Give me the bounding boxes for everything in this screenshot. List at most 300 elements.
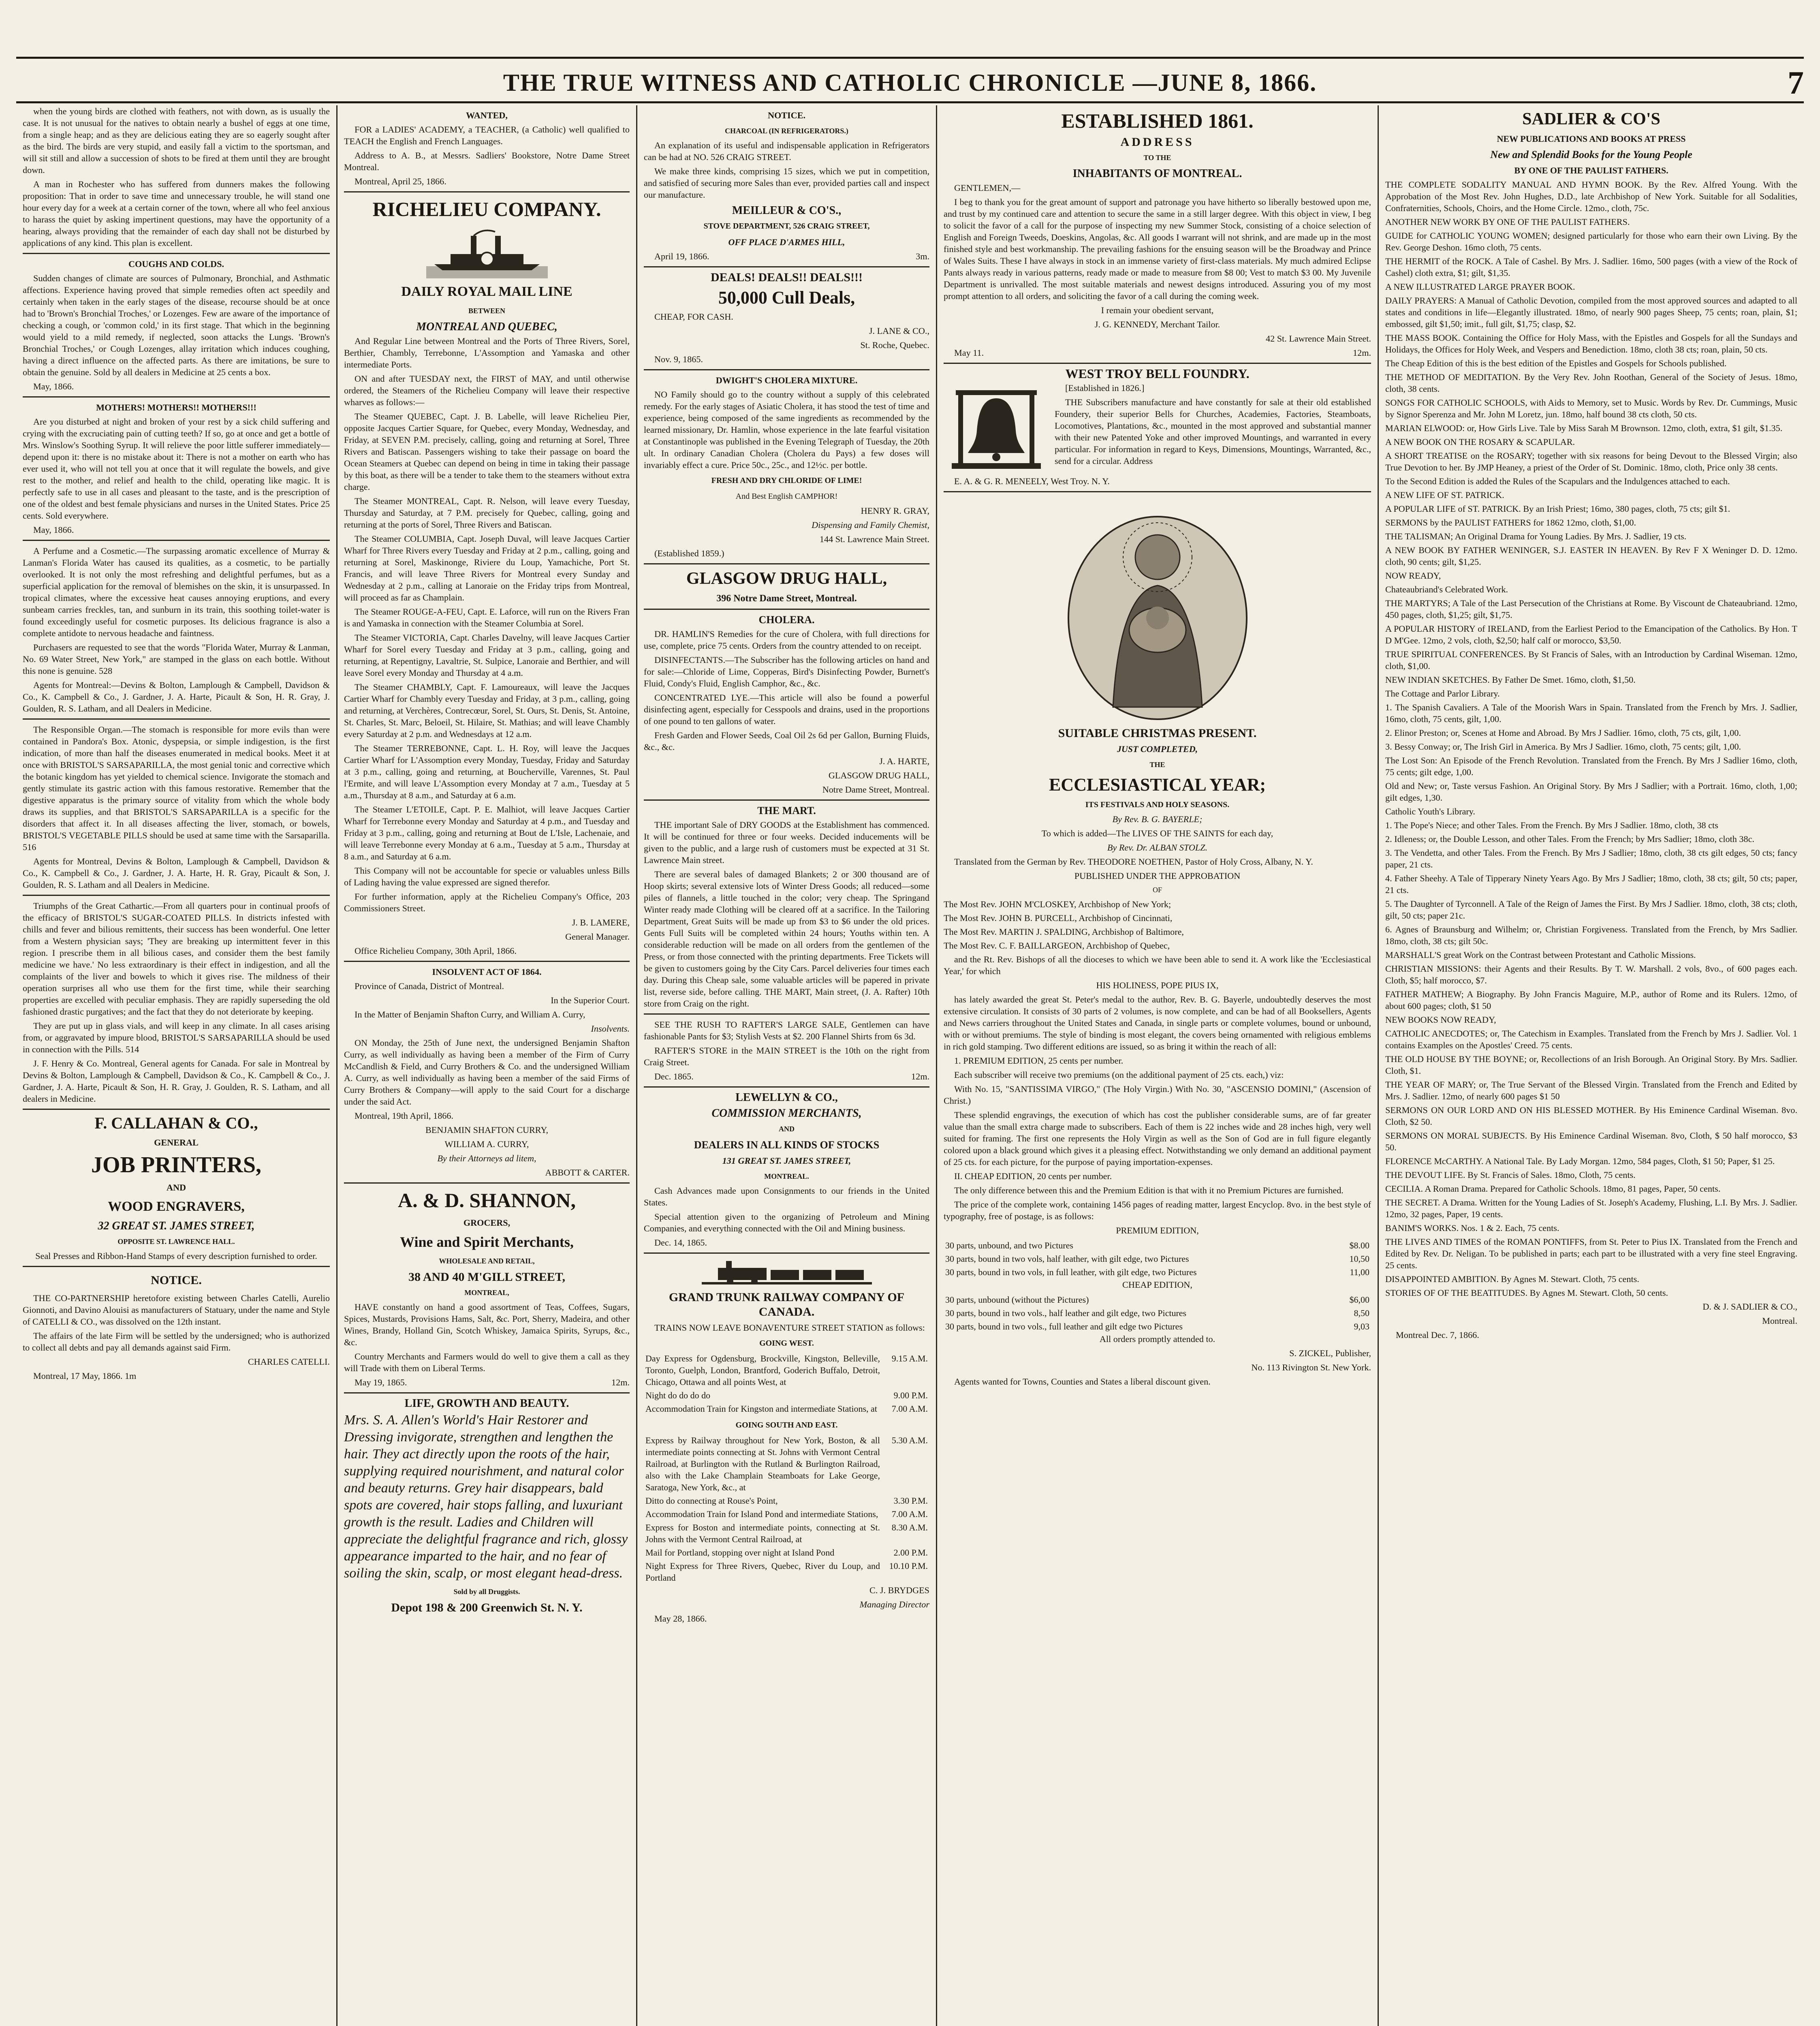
coughs-date: May, 1866. — [33, 381, 74, 391]
sadlier-by: BY ONE OF THE PAULIST FATHERS. — [1514, 165, 1668, 175]
book-listing: THE METHOD OF MEDITATION. By the Very Rev. John Roothan, General of the Society of Jesus. 18mo, cloth, 38 cents. — [1385, 372, 1797, 394]
row-description: 30 parts, bound in two vols., half leather and gilt edge, two Pictures — [945, 1308, 1187, 1318]
book-listing: A POPULAR LIFE of ST. PATRICK. By an Irish Priest; 16mo, 380 pages, cloth, 75 cts; gilt $1. — [1385, 504, 1730, 514]
added-lives: To which is added—The LIVES OF THE SAINTS for each day, — [1041, 828, 1273, 838]
approvers-of: OF — [1152, 886, 1162, 894]
allen-body: Mrs. S. A. Allen's World's Hair Restorer and Dressing invigorate, strengthen and lengthen the hair. They act directly upon the roots of the hair, supplying required nourishment, and natural color and beauty returns. Grey hair disappears, bald spots are covered, hair stops falling, and luxuriant growth is the result. Ladies and Children will appreciate the delightful fragrance and rich, glossy appearance imparted to the hair, and no fear of soiling the skin, scalp, or most elegant head-dress. — [344, 1413, 628, 1581]
meilleur-term: 3m. — [916, 251, 929, 261]
between-label: BETWEEN — [468, 307, 506, 315]
column-3 — [636, 105, 936, 2026]
article-dunners: A man in Rochester who has suffered from dunners makes the following proposition: That in order to save time and unnecessary trouble, he will stand one hour every day for a week at a certain corner of the town, where all who feel anxious to harass the quiet by asking impertinent questions, may have the opportunity of a hearing, always providing that the remainder of each day shall not be disturbed by applications of any kind. This plan is excellent. — [23, 179, 330, 248]
fresh-lime: FRESH AND DRY CHLORIDE OF LIME! — [711, 476, 862, 485]
row-value: 10.10 P.M. — [889, 1561, 928, 1571]
triumphs-agents: J. F. Henry & Co. Montreal, General agents for Canada. For sale in Montreal by Devins & Bolton, Lamplough & Campbell, Davidson & Co., K. Campbell & Co., J. Gardner, J. A. Harte, Picault & Son, H. R. Gray, J. Goulden, R. S. Latham, and all dealers in Medicine. — [23, 1058, 330, 1104]
shannon-address: 38 AND 40 M'GILL STREET, — [408, 1270, 566, 1284]
wanted-body: FOR a LADIES' ACADEMY, a TEACHER, (a Catholic) well qualified to TEACH the English and French Languages. — [344, 124, 630, 146]
by-stolz: By Rev. Dr. ALBAN STOLZ. — [1107, 842, 1208, 853]
harte-name: J. A. HARTE, — [879, 756, 929, 766]
book-listing: A NEW BOOK BY FATHER WENINGER, S.J. EASTER IN HEAVEN. By Rev F X Weninger D. D. 12mo. cloth, 90 cents; gilt, $1,25. — [1385, 545, 1797, 567]
bell-address: E. A. & G. R. MENEELY, West Troy. N. Y. — [954, 476, 1110, 486]
triumphs-body: Triumphs of the Great Cathartic.—From all quarters pour in continual proofs of the efficacy of BRISTOL'S SUGAR-COATED PILLS. In districts infested with chills and fever and bilious remittents, their success has been wonderful. One letter from a Western physician says; 'They are breaking up intermittent fever in this region. I prescribe them in all bilious cases, and consider them the best family medicine we have.' No less extraordinary is their effect in indigestion, and all the complaints of the liver and bowels to which it gives rise. The mildness of their operation surprises all who use them for the first time, while their searching properties are excelled with peculiar emphasis. They are rapidly superseding the old fashioned drastic purgatives; and the fact that they do not deteriorate by keeping. — [23, 901, 330, 1017]
mothers-date: May, 1866. — [33, 525, 74, 535]
timetable-row — [644, 1434, 929, 1494]
cheap-desc: The only difference between this and the Premium Edition is that with it no Premium Pictures are furnished. — [954, 1185, 1344, 1195]
lewellyn-commission: COMMISSION MERCHANTS, — [711, 1107, 862, 1120]
divider — [23, 718, 330, 720]
book-listing: A NEW ILLUSTRATED LARGE PRAYER BOOK. — [1385, 282, 1575, 292]
book-listing: SERMONS by the PAULIST FATHERS for 1862 12mo, cloth, $1,00. — [1385, 517, 1636, 528]
charcoal-body: An explanation of its useful and indispensable application in Refrigerators can be had at NO. 526 CRAIG STREET. — [644, 140, 929, 162]
book-listing: MARSHALL'S great Work on the Contrast between Protestant and Catholic Missions. — [1385, 950, 1696, 960]
callahan-name: F. CALLAHAN & CO., — [94, 1114, 258, 1132]
approver-item: The Most Rev. C. F. BAILLARGEON, Archbishop of Quebec, — [944, 940, 1170, 951]
row-value: 7.00 A.M. — [891, 1509, 928, 1519]
insolvent-by: By their Attorneys ad litem, — [437, 1153, 536, 1163]
lewellyn-dealers: DEALERS IN ALL KINDS OF STOCKS — [694, 1139, 880, 1151]
column-1 — [16, 105, 336, 2026]
insolvent-matter: In the Matter of Benjamin Shafton Curry, and William A. Curry, — [355, 1009, 585, 1019]
insolvent-attorneys: ABBOTT & CARTER. — [545, 1167, 630, 1178]
columns — [16, 105, 1804, 2026]
column-5 — [1378, 105, 1804, 2026]
richelieu-body-5: The Steamer ROUGE-A-FEU, Capt. E. Laforce, will run on the Rivers Fran is and Yamaska in connection with the Steamer Columbia at Sorel. — [344, 607, 630, 628]
book-listing: The Lost Son: An Episode of the French Revolution. Translated from the French. By Mrs J Sadlier 16mo, cloth, 75 cents; gilt edge, 1,00. — [1385, 755, 1797, 777]
book-listing: THE TALISMAN; An Original Drama for Young Ladies. By Mrs. J. Sadlier, 19 cts. — [1385, 531, 1687, 541]
going-east: GOING SOUTH AND EAST. — [735, 1421, 838, 1430]
premium-edition: 1. PREMIUM EDITION, 25 cents per number. — [954, 1056, 1124, 1066]
wanted-date: Montreal, April 25, 1866. — [355, 176, 446, 186]
book-listing: TRUE SPIRITUAL CONFERENCES. By St Francis of Sales, with an Introduction by Cardinal Wiseman. 12mo, cloth, $1,00. — [1385, 649, 1797, 671]
charcoal-notice-heading: NOTICE. — [767, 110, 806, 120]
rafter-date-line — [644, 1071, 929, 1082]
route-label: MONTREAL AND QUEBEC, — [416, 321, 558, 333]
insolvent-body: ON Monday, the 25th of June next, the undersigned Benjamin Shafton Curry, as well individually as having been a member of the Firm of Curry McCandlish & Field, and Curry Brothers & Co. and the undersigned William A. Curry, as well individually as having been a member of the said Firms of Curry Brothers & Company—will apply to the said Court for a discharge under the said Act. — [344, 1038, 630, 1107]
going-west: GOING WEST. — [759, 1339, 814, 1348]
price-row — [944, 1293, 1371, 1306]
richelieu-body-8: The Steamer TERREBONNE, Capt. L. H. Roy, will leave the Jacques Cartier Wharf for L'Assomption every Monday, Tuesday, Friday and Saturday at 3 p.m., calling, going and returning, at Boucherville, Varennes, St. Paul l'Ermite, and will leave L'Assomption every Monday at 7 a.m., Tuesday at 5 a.m., Thursday at 8 a.m., and Saturday at 6 a.m. — [344, 743, 630, 800]
row-description: Night Express for Three Rivers, Quebec, River du Loup, and Portland — [645, 1561, 880, 1583]
lewellyn-body-2: Special attention given to the organizing of Petroleum and Mining Companies, and everything connected with the Oil and Mining business. — [644, 1212, 929, 1233]
divider — [644, 1252, 929, 1254]
insolvent-court: In the Superior Court. — [551, 995, 630, 1005]
book-the: THE — [1149, 761, 1165, 769]
timetable-row — [644, 1521, 929, 1546]
perfume-body: A Perfume and a Cosmetic.—The surpassing aromatic excellence of Murray & Lanman's Florida Water has caused its qualities, as a cosmetic, to be partially overlooked. It is not only the most refreshing and delightful perfumes, but as a superficial application for the removal of blemishes on the skin, it is unsurpassed. In tropical climates, where the excessive heat causes annoying eruptions, and every sunbeam carries freckles, tan, and sunburn in its train, this soothing toilet-water is found exceedingly useful for cosmetic purposes. Its delicious fragrance is also a complete antidote to nervous headache and faintness. — [23, 546, 330, 638]
shannon-heading: A. & D. SHANNON, — [398, 1189, 576, 1212]
shannon-body: HAVE constantly on hand a good assortment of Teas, Coffees, Sugars, Spices, Mustards, Provisions Hams, Salt, &c. Port, Sherry, Madeira, and other Wines, Brandy, Holland Gin, Scotch Whiskey, Jamaica Spirits, Syrups, &c., &c. — [344, 1302, 630, 1347]
locomotive-icon — [702, 1258, 872, 1286]
insolvent-signature-2: WILLIAM A. CURRY, — [444, 1139, 529, 1149]
kennedy-body: I beg to thank you for the great amount of support and patronage you have hitherto so liberally bestowed upon me, and trust by my continued care and attention to secure the same in a still larger degree. With this object in view, I beg to solicit the favor of a call for the purpose of inspecting my new Summer Stock, consisting of a choice selection of English and Foreign Tweeds, Doeskins, Angolas, &c. All goods I warrant will not shrink, and are made up in the most finished style and best workmanship. The prevailing fashions for the ensuing season will be the Broadway and Prince of Wales Suits. These I have always in stock in an immense variety of first-class materials. My much admired Eclipse Pants always ready in various patterns, ready made or made to measure from $8 00; Vest to match $3 00. My Juvenile Department is unrivalled. The most suitable materials and newest designs introduced. Assuring you of my most prompt attention to all orders, and soliciting the favor of a call during the coming week. — [944, 197, 1371, 301]
book-body: has lately awarded the great St. Peter's medal to the author, Rev. B. G. Bayerle, undoubtedly deserves the most extensive circulation. It consists of 30 parts of 2 volumes, is now complete, and can be had of all Booksellers, Agents and News carriers throughout the United States and Canada, in single parts or complete volumes, bound or unbound, with or without premiums. The style of binding is most elegant, the covers being ornamented with religious emblems in rich gold stamping. Two different editions are issued, so as bring it within the reach of all: — [944, 994, 1371, 1051]
christmas-heading: SUITABLE CHRISTMAS PRESENT. — [1058, 727, 1257, 740]
divider — [23, 1109, 330, 1110]
sadlier-date: Montreal Dec. 7, 1866. — [1396, 1330, 1479, 1340]
row-description: Mail for Portland, stopping over night at Island Pond — [645, 1547, 835, 1558]
timetable-row — [644, 1559, 929, 1584]
lane-date: Nov. 9, 1865. — [654, 354, 703, 364]
top-rule — [16, 57, 1804, 59]
divider — [23, 396, 330, 398]
kennedy-name: J. G. KENNEDY, Merchant Tailor. — [1094, 319, 1220, 329]
lewellyn-date: Dec. 14, 1865. — [654, 1237, 707, 1248]
disinfectants: DISINFECTANTS.—The Subscriber has the following articles on hand and for sale:—Chloride of Lime, Copperas, Bird's Disinfecting Powder, Burnett's Fluid, Condy's Fluid, English Camphor, &c., &c. — [644, 655, 929, 688]
book-listing: CATHOLIC ANECDOTES; or, The Catechism in Examples. Translated from the French by Mrs J. Sadlier. Vol. 1 contains Examples on the Apostles' Creed. 75 cents. — [1385, 1028, 1797, 1050]
dwight-heading: DWIGHT'S CHOLERA MIXTURE. — [716, 375, 858, 385]
zickel-name: S. ZICKEL, Publisher, — [1289, 1348, 1371, 1358]
column-4 — [936, 105, 1378, 2026]
divider — [23, 540, 330, 541]
allen-depot: Depot 198 & 200 Greenwich St. N. Y. — [391, 1601, 583, 1614]
cholera-body: DR. HAMLIN'S Remedies for the cure of Cholera, with full directions for use, complete, price 75 cents. Orders from the country attended to on receipt. — [644, 629, 929, 651]
richelieu-body-4: The Steamer COLUMBIA, Capt. Joseph Duval, will leave Jacques Cartier Wharf for Three Rivers every Tuesday and Friday at 2 p.m., calling, going and returning at Sorel, Maskinonge, Riviere du Loup, Yamachiche, Port St. Francis, and will leave Three Rivers for Montreal every Sunday and Wednesday at 2 p.m., calling at Lanoraie on the Friday trips from Montreal, will proceed as far as Champlain. — [344, 534, 630, 603]
perfume-agents: Agents for Montreal:—Devins & Bolton, Lamplough & Campbell, Davidson & Co., K. Campbell & Co., J. Gardner, J. A. Harte, Picault & Son, H. R. Gray, J. Goulden, R. S. Latham, and all Dealers in Medicine. — [23, 680, 330, 714]
organ-body: The Responsible Organ.—The stomach is responsible for more evils than were contained in Pandora's Box. Atonic, dyspepsia, or simple indigestion, is the first indication, of more than half the diseases enumerated in medical books. Meet it at once with BRISTOL'S SARSAPARILLA, the most genial tonic and corrective which the botanic kingdom has yet yielded to chemical science. Invigorate the stomach and gently stimulate its gastric action with this famous restorative. Remember that the digestive apparatus is the primary source of vitality from which the whole body draws its supplies, and that BRISTOL'S SARSAPARILLA is a specific for the disorders that affect it. In all diseases affecting the liver, stomach, or bowels, BRISTOL'S VEGETABLE PILLS should be used at same time with the Sarsaparilla. 516 — [23, 724, 330, 852]
catelli-notice-heading: NOTICE. — [151, 1274, 202, 1287]
zickel-address: No. 113 Rivington St. New York. — [1251, 1362, 1371, 1372]
gray-address: 144 St. Lawrence Main Street. — [819, 534, 929, 544]
harte-address: Notre Dame Street, Montreal. — [822, 784, 929, 795]
lewellyn-city: MONTREAL. — [764, 1172, 809, 1180]
book-listing: CECILIA. A Roman Drama. Prepared for Catholic Schools. 18mo, 81 pages, Paper, 50 cents. — [1385, 1184, 1721, 1194]
row-value: 11,00 — [1350, 1267, 1369, 1277]
row-description: Express by Railway throughout for New York, Boston, & all intermediate points connecting at St. Johns with Vermont Central Railroad, at Burlington with the Rutland & Burlington Railroad, also with the Lake Champlain Steamboats for Lake George, Saratoga, New York, &c., at — [645, 1435, 880, 1492]
timetable-row — [644, 1507, 929, 1521]
row-description: Express for Boston and intermediate points, connecting at St. Johns with the Vermont Central Railroad, at — [645, 1522, 880, 1544]
cull-deals: 50,000 Cull Deals, — [718, 288, 855, 308]
charcoal-body-2: We make three kinds, comprising 15 sizes, which we put in competition, and satisfied of securing more Sales than ever, provided parties call and inspect our manufacture. — [644, 166, 929, 200]
row-value: 3.30 P.M. — [893, 1496, 928, 1506]
triumphs-note: They are put up in glass vials, and will keep in any climate. In all cases arising from, or aggravated by impure blood, BRISTOL'S SARSAPARILLA should be used in connection with the Pills. 514 — [23, 1021, 330, 1054]
book-listing: A NEW LIFE OF ST. PATRICK. — [1385, 490, 1504, 500]
divider — [644, 266, 929, 267]
divider — [644, 563, 929, 564]
wanted-address: Address to A. B., at Messrs. Sadliers' Bookstore, Notre Dame Street Montreal. — [344, 150, 630, 172]
divider — [644, 1086, 929, 1088]
by-bayerle: By Rev. B. G. BAYERLE; — [1112, 814, 1203, 824]
book-listing: THE OLD HOUSE BY THE BOYNE; or, Recollections of an Irish Borough. An Original Story. By Mrs. Sadlier. Cloth, $1. — [1385, 1054, 1797, 1076]
sadlier-sub: NEW PUBLICATIONS AND BOOKS AT PRESS — [1497, 134, 1686, 144]
shannon-city: MONTREAL, — [464, 1289, 509, 1297]
bell-established: [Established in 1826.] — [1065, 383, 1145, 393]
meilleur-opp: OFF PLACE D'ARMES HILL, — [728, 237, 845, 247]
richelieu-body-1: ON and after TUESDAY next, the FIRST of MAY, and until otherwise ordered, the Steamers of the Richelieu Company will leave their respective wharves as follows:— — [344, 374, 630, 407]
book-listing: Chateaubriand's Celebrated Work. — [1385, 584, 1508, 594]
row-value: 9.15 A.M. — [891, 1353, 928, 1363]
lewellyn-name: LEWELLYN & CO., — [735, 1091, 838, 1104]
row-value: 9.00 P.M. — [893, 1390, 928, 1400]
book-listing: DISAPPOINTED AMBITION. By Agnes M. Stewart. Cloth, 75 cents. — [1385, 1274, 1639, 1284]
timetable-row — [644, 1389, 929, 1402]
book-listing: A POPULAR HISTORY of IRELAND, from the Earliest Period to the Emancipation of the Catholics. By Hon. T D M'Gee. 12mo, 2 vols, cloth, $2,50; half calf or morocco, $3,50. — [1385, 624, 1797, 645]
insolvent-signature-1: BENJAMIN SHAFTON CURRY, — [425, 1125, 549, 1135]
book-listing: CHRISTIAN MISSIONS: their Agents and their Results. By T. W. Marshall. 2 vols, 8vo., of 600 pages each. Cloth, $5; half morocco, $7. — [1385, 964, 1797, 985]
meilleur-address: STOVE DEPARTMENT, 526 CRAIG STREET, — [703, 222, 870, 231]
meilleur-date-line — [644, 250, 929, 262]
kennedy-address: 42 St. Lawrence Main Street. — [1265, 333, 1371, 344]
brydges-title: Managing Director — [859, 1599, 929, 1609]
timetable-row — [644, 1402, 929, 1415]
catelli-signature: CHARLES CATELLI. — [248, 1357, 330, 1367]
shannon-date-line — [344, 1376, 630, 1388]
row-description: 30 parts, bound in two vols., full leather and gilt edge two Pictures — [945, 1321, 1183, 1331]
mothers-body: Are you disturbed at night and broken of your rest by a sick child suffering and crying with the excruciating pain of cutting teeth? If so, go at once and get a bottle of Mrs. Winslow's Soothing Syrup. It will relieve the poor little sufferer immediately—depend upon it: there is no mistake about it: There is not a mother on earth who has ever used it, who will not tell you at once that it will regulate the bowels, and give rest to the mother, and relief and health to the child, operating like magic. It is perfectly safe to use in all cases and pleasant to the taste, and is the prescription of one of the oldest and best female physicians and nurses in the United States. Price 25 cents. Sold everywhere. — [23, 417, 330, 521]
kennedy-gents: GENTLEMEN,— — [954, 183, 1021, 193]
row-value: 2.00 P.M. — [893, 1547, 928, 1558]
divider — [23, 1266, 330, 1267]
richelieu-heading: RICHELIEU COMPANY. — [372, 198, 601, 220]
richelieu-body-3: The Steamer MONTREAL, Capt. R. Nelson, will leave every Tuesday, Thursday and Saturday, at 7 P.M. precisely for Quebec, calling, going and returning at the ports of Sorel, Three Rivers and Batiscan. — [344, 496, 630, 530]
mothers-heading: MOTHERS! MOTHERS!! MOTHERS!!! — [96, 402, 256, 412]
premium-items: With No. 15, "SANTISSIMA VIRGO," (The Holy Virgin.) With No. 30, "ASCENSIO DOMINI," (Ascension of Christ.) — [944, 1084, 1371, 1106]
cheap-price-table — [944, 1293, 1371, 1333]
divider — [23, 895, 330, 896]
festivals: ITS FESTIVALS AND HOLY SEASONS. — [1085, 800, 1230, 809]
book-listing: A SHORT TREATISE on the ROSARY; together with six reasons for being Devout to the Blessed Virgin; also True Devotion to her. By JMP Heaney, a priest of the Order of St. Dominic. 18mo, cloth, Price only 38 cents. — [1385, 451, 1797, 472]
book-listing: To the Second Edition is added the Rules of the Scapulars and the Indulgences attached to each. — [1385, 476, 1730, 486]
book-listing: THE YEAR OF MARY; or, The True Servant of the Blessed Virgin. Translated from the French and Edited by Mrs. J. Sadlier. 12mo, of nearly 600 pages $1 50 — [1385, 1079, 1797, 1101]
brydges-date: May 28, 1866. — [654, 1614, 707, 1624]
address-to: TO THE — [1143, 154, 1171, 162]
row-value: $6,00 — [1349, 1295, 1369, 1305]
book-listing: FLORENCE McCARTHY. A National Tale. By Lady Morgan. 12mo, 584 pages, Cloth, $1 50; Paper, $1 25. — [1385, 1156, 1775, 1166]
row-description: 30 parts, bound in two vols, half leather, with gilt edge, two Pictures — [945, 1254, 1189, 1264]
book-listing: THE LIVES AND TIMES of the ROMAN PONTIFFS, from St. Peter to Pius IX. Translated from the French and Edited by Rev. Dr. Neligan. To be published in parts; each part to be illustrated with a very fine steel Engraving. 25 cents. — [1385, 1237, 1797, 1270]
row-description: 30 parts, bound in two vols, in full leather, with gilt edge, two Pictures — [945, 1267, 1197, 1277]
divider — [644, 369, 929, 370]
dwight-body: NO Family should go to the country without a supply of this celebrated remedy. For the early stages of Asiatic Cholera, it has stood the test of time and experience, being composed of the same ingredients as recommended by the learned missionary, Dr. Hamlin, whose experience in the late fearful visitation at Constantinople was published in the Evening Telegraph of Tuesday, the 20th ult. In ordinary Canadian Cholera (Cholera du Pays) a few doses will invariably effect a cure. Price 50c., 25c., and 12½c. per bottle. — [644, 389, 929, 470]
callahan-and: AND — [166, 1182, 186, 1193]
sadlier-new: New and Splendid Books for the Young People — [1490, 149, 1692, 160]
pope-line: HIS HOLINESS, POPE PIUS IX, — [1096, 980, 1219, 990]
book-listing: GUIDE for CATHOLIC YOUNG WOMEN; designed particularly for those who earn their own Living. By the Rev. George Deshon. 16mo cloth, 75 cents. — [1385, 231, 1797, 252]
callahan-seal: Seal Presses and Ribbon-Hand Stamps of every description furnished to order. — [35, 1251, 317, 1261]
gtr-heading: GRAND TRUNK RAILWAY COMPANY OF CANADA. — [669, 1291, 905, 1319]
allen-sold: Sold by all Druggists. — [453, 1588, 520, 1596]
lye: CONCENTRATED LYE.—This article will also be found a powerful disinfecting agent, especially for Cesspools and drains, used in the proportions of one pound to ten gallons of water. — [644, 692, 929, 726]
divider — [344, 961, 630, 962]
masthead-rule — [16, 101, 1804, 103]
page-number: 7 — [1788, 65, 1804, 101]
callahan-job: JOB PRINTERS, — [91, 1152, 262, 1178]
cheap-cash: CHEAP, FOR CASH. — [654, 312, 733, 322]
shannon-grocers: GROCERS, — [463, 1218, 511, 1228]
book-listing: A NEW BOOK ON THE ROSARY & SCAPULAR. — [1385, 437, 1575, 447]
book-listing: THE DEVOUT LIFE. By St. Francis of Sales. 18mo, Cloth, 75 cents. — [1385, 1170, 1636, 1180]
bell-ad — [944, 382, 1371, 475]
masthead-title: THE TRUE WITNESS AND CATHOLIC CHRONICLE —JUNE 8, 1866. — [503, 69, 1317, 96]
richelieu-body-6: The Steamer VICTORIA, Capt. Charles Davelny, will leave Jacques Cartier Wharf for Sorel every Tuesday and Friday at 3 p.m., calling, going and returning, at Repentigny, Lavaltrie, St. Sulpice, Lanoraie and Berthier, and will leave Sorel every Monday and Thursday at 4 a.m. — [344, 633, 630, 678]
glasgow-heading: GLASGOW DRUG HALL, — [686, 569, 887, 588]
east-timetable — [644, 1434, 929, 1584]
book-listing: 2. Elinor Preston; or, Scenes at Home and Abroad. By Mrs J Sadlier. 16mo, cloth, 75 cts, gilt, 1,00. — [1385, 728, 1741, 738]
approver-item: The Most Rev. JOHN B. PURCELL, Archbishop of Cincinnati, — [944, 913, 1173, 923]
callahan-wood: WOOD ENGRAVERS, — [108, 1199, 245, 1214]
book-listing: 3. Bessy Conway; or, The Irish Girl in America. By Mrs J Sadlier. 16mo, cloth, 75 cents; gilt, 1,00. — [1385, 742, 1741, 752]
lewellyn-body: Cash Advances made upon Consignments to our friends in the United States. — [644, 1186, 929, 1207]
and-bishops: and the Rt. Rev. Bishops of all the dioceses to which we have been able to send it. A work like the 'Ecclesiastical Year,' for which — [944, 954, 1371, 976]
row-description: Day Express for Ogdensburg, Brockville, Kingston, Belleville, Toronto, Guelph, London, Brantford, Goderich Buffalo, Detroit, Chicago, Ottawa and all points West, at — [645, 1353, 880, 1387]
gtr-sub: TRAINS NOW LEAVE BONAVENTURE STREET STATION as follows: — [654, 1323, 925, 1333]
timetable-row — [644, 1546, 929, 1559]
rafter-date: Dec. 1865. — [654, 1071, 694, 1081]
book-listing: NOW READY, — [1385, 571, 1441, 581]
shannon-wine: Wine and Spirit Merchants, — [400, 1234, 574, 1250]
divider — [344, 1182, 630, 1184]
book-listing: FATHER MATHEW; A Biography. By John Francis Maguire, M.P., author of Rome and its Rulers. 12mo, of about 600 pages; cloth, $1 50 — [1385, 989, 1797, 1011]
book-listing: NEW INDIAN SKETCHES. By Father De Smet. 16mo, cloth, $1,50. — [1385, 675, 1636, 685]
rafter-store: RAFTER'S STORE in the MAIN STREET is the 10th on the right from Craig Street. — [644, 1045, 929, 1067]
column-2 — [336, 105, 636, 2026]
west-timetable — [644, 1352, 929, 1415]
ecclesiastical-year-heading: ECCLESIASTICAL YEAR; — [1049, 775, 1266, 795]
divider — [23, 253, 330, 254]
gray-sub: Dispensing and Family Chemist, — [812, 520, 929, 530]
book-listing: SERMONS ON OUR LORD AND ON HIS BLESSED MOTHER. By His Eminence Cardinal Wiseman. 8vo. Cloth, $2 50. — [1385, 1105, 1797, 1127]
row-value: 8.30 A.M. — [891, 1522, 928, 1532]
gray-name: HENRY R. GRAY, — [861, 506, 929, 516]
price-intro: The price of the complete work, containing 1456 pages of reading matter, largest Encyclop. 8vo. in the best style of typography, free of postage, is as follows: — [944, 1199, 1371, 1221]
route-sub: And Regular Line between Montreal and the Ports of Three Rivers, Sorel, Berthier, Chambly, Terrebonne, L'Assomption and Yamaska and other intermediate Ports. — [344, 336, 630, 370]
book-listing: ANOTHER NEW WORK BY ONE OF THE PAULIST FATHERS. — [1385, 217, 1630, 227]
approver-item: The Most Rev. JOHN M'CLOSKEY, Archbishop of New York; — [944, 899, 1171, 909]
row-value: 5.30 A.M. — [891, 1435, 928, 1445]
rafter-term: 12m. — [911, 1071, 929, 1081]
book-listing: DAILY PRAYERS: A Manual of Catholic Devotion, compiled from the most approved sources and adapted to all states and conditions in life—Elegantly illustrated. 18mo, of nearly 900 pages Sheep, 75 cents; roan, plain, $1; embossed, gilt $1,50; imit., full gilt, $1,75; clasp, $2. — [1385, 295, 1797, 329]
richelieu-body-7: The Steamer CHAMBLY, Capt. F. Lamoureaux, will leave the Jacques Cartier Wharf for Chambly every Tuesday and Friday, at 3 p.m., calling, going and returning, at Verchères, Contrecœur, Sorel, St. Ours, St. Denis, St. Antoine, St. Charles, St. Marc, Beloeil, St. Hilaire, St. Mathias; and will leave Chambly every Saturday at 2 p.m. and Wednesdays at 12 a.m. — [344, 682, 630, 739]
price-row — [944, 1306, 1371, 1320]
row-value: $8.00 — [1349, 1240, 1369, 1250]
book-listing: STORIES OF OF THE BEATITUDES. By Agnes M. Stewart. Cloth, 50 cents. — [1385, 1288, 1668, 1298]
premium-price-table — [944, 1239, 1371, 1279]
book-listing: NEW BOOKS NOW READY, — [1385, 1015, 1496, 1025]
richelieu-office: Office Richelieu Company, 30th April, 1866. — [355, 946, 517, 956]
divider — [644, 1013, 929, 1015]
charcoal-sub: CHARCOAL (IN REFRIGERATORS.) — [725, 127, 848, 135]
richelieu-body-10: This Company will not be accountable for specie or valuables unless Bills of Lading having the value expressed are signed therefor. — [344, 866, 630, 887]
insolvent-heading: INSOLVENT ACT OF 1864. — [432, 967, 542, 977]
seeds: Fresh Garden and Flower Seeds, Coal Oil 2s 6d per Gallon, Burning Fluids, &c., &c. — [644, 730, 929, 752]
book-listing: THE COMPLETE SODALITY MANUAL AND HYMN BOOK. By the Rev. Alfred Young. With the Approbation of the Most Rev. John Hughes, D.D., late Archbishop of New York. Suitable for all Sodalities, Confraternities, Schools, Choirs, and the Home Circle. 12mo., cloth, 75c. — [1385, 180, 1797, 213]
bell-body: THE Subscribers manufacture and have constantly for sale at their old established Foundery, their superior Bells for Churches, Academies, Factories, Steamboats, Locomotives, Plantations, &c., mounted in the most approved and substantial manner with their new Patented Yoke and other improved Mountings, and warranted in every particular. For information in regard to Keys, Dimensions, Mountings, Warranted, &c., send for a circular. Address — [1055, 397, 1371, 466]
book-listing: SERMONS ON MORAL SUBJECTS. By His Eminence Cardinal Wiseman. 8vo, Cloth, $ 50 half morocco, $3 50. — [1385, 1131, 1797, 1152]
richelieu-body-9: The Steamer L'ETOILE, Capt. P. E. Malhiot, will leave Jacques Cartier Wharf for Terrebonne every Monday and Saturday at 4 p.m., and Tuesday and Friday at 3 p.m., calling, going and returning at Bout de L'Isle, Lachenaie, and will leave Terrebonne every Monday at 6 a.m., Tuesday at 5 a.m., Thursday at 8 a.m., and Saturday at 6 a.m. — [344, 804, 630, 861]
book-listing: THE HERMIT of the ROCK. A Tale of Cashel. By Mrs. J. Sadlier. 16mo, 500 pages (with a view of the Rock of Cashel) cloth extra, $1; gilt, $1,35. — [1385, 256, 1797, 278]
inhabitants-heading: INHABITANTS OF MONTREAL. — [1072, 167, 1242, 180]
divider — [944, 491, 1371, 492]
lane-address: St. Roche, Quebec. — [860, 340, 929, 350]
cheap-prices-heading: CHEAP EDITION, — [1122, 1280, 1192, 1290]
address-heading: ADDRESS — [1120, 135, 1194, 149]
row-description: 30 parts, unbound (without the Pictures) — [945, 1295, 1089, 1305]
kennedy-term: 12m. — [1353, 348, 1371, 358]
harte-sub: GLASGOW DRUG HALL, — [828, 770, 929, 780]
row-value: 9,03 — [1354, 1321, 1369, 1331]
article-intro: when the young birds are clothed with feathers, not with down, as is usually the case. It is not unusual for the natives to obtain nearly a bushel of eggs at one time, from a single heap; and as they are delicious eating they are so eagerly sought after as the bird. The birds are very stupid, and easily fall a victim to the sportsman, and will sit still and allow a succession of shots to be fired at them until they are brought down. — [23, 106, 330, 175]
price-row — [944, 1320, 1371, 1333]
wanted-heading: WANTED, — [466, 110, 508, 120]
established-heading: ESTABLISHED 1861. — [1061, 109, 1254, 132]
mart-body-2: There are several bales of damaged Blankets; 2 or 300 thousand are of Hoop skirts; several extensive lots of Winter Dress Goods; all reduced—some piles of flannels, a little touched in the color; very cheap. The Springand Winter ready made Clothing will be cleared off at a sacrifice. In the Tailoring Department, Great Suits will be made up from $3 to $6 under the old prices. Gents Full Suits will be completed within 24 hours; Youths within ten. A considerable reduction will be made on all orders from the gentlemen of the Press, or from those connected with the printing departments. Free Tickets will be given to customers going by the City Cars. Parcel deliveries four times each day. During this Cheap sale, some valuable articles will be papered in private list, reverse side, before calling. THE MART, Main street, (J. A. Rafter) 10th store from Craig on the right. — [644, 869, 929, 1009]
timetable-row — [644, 1494, 929, 1507]
madonna-engraving-icon — [1056, 496, 1259, 723]
deals-heading: DEALS! DEALS!! DEALS!!! — [710, 271, 863, 284]
book-listing: 1. The Pope's Niece; and other Tales. From the French. By Mrs J Sadlier. 18mo, cloth, 38 cts — [1385, 820, 1718, 830]
camphor: And Best English CAMPHOR! — [735, 492, 838, 501]
kennedy-remain: I remain your obedient servant, — [1101, 305, 1214, 315]
book-listing: 5. The Daughter of Tyrconnell. A Tale of the Reign of James the First. By Mrs J Sadlier. 18mo, cloth, 38 cts; cloth, gilt, 50 cts; paper 21c. — [1385, 899, 1797, 921]
row-value: 8,50 — [1354, 1308, 1369, 1318]
row-description: Ditto do connecting at Rouse's Point, — [645, 1496, 778, 1506]
book-listing: THE SECRET. A Drama. Written for the Young Ladies of St. Joseph's Academy, Flushing, L.I. By Mrs. J. Sadlier. 12mo, 32 pages, Paper, 19 cents. — [1385, 1197, 1797, 1219]
translated: Translated from the German by Rev. THEODORE NOETHEN, Pastor of Holy Cross, Albany, N. Y. — [954, 857, 1313, 867]
book-listing: SONGS FOR CATHOLIC SCHOOLS, with Aids to Memory, set to Music. Words by Rev. Dr. Cummings, Music by Signor Sperenza and Mr. John M Loretz, jun. 18mo, half bound 38 cts cloth, 50 cts. — [1385, 398, 1797, 419]
callahan-opposite: OPPOSITE ST. LAWRENCE HALL. — [117, 1237, 235, 1246]
book-listing: 6. Agnes of Braunsburg and Wilhelm; or, Christian Forgiveness. Translated from the French, by Mrs Sadlier. 18mo, cloth, 38 cts; gilt 50c. — [1385, 924, 1797, 946]
sadlier-heading: SADLIER & CO'S — [1522, 110, 1660, 128]
orders-note: All orders promptly attended to. — [1099, 1334, 1215, 1344]
book-listing: THE MASS BOOK. Containing the Office for Holy Mass, with the Epistles and Gospels for all the Sundays and Holidays, the Offices for Holy Week, and Vespers and Benediction. 18mo, cloth 38 cts; roan, plain, 50 cts. — [1385, 333, 1797, 355]
lewellyn-and: AND — [779, 1125, 795, 1133]
book-listing: MARIAN ELWOOD: or, How Girls Live. Tale by Miss Sarah M Brownson. 12mo, cloth, extra, $1 gilt, $1.35. — [1385, 423, 1783, 433]
sadlier-book-list — [1385, 179, 1797, 1299]
timetable-row — [644, 1352, 929, 1389]
gray-established: (Established 1859.) — [654, 548, 724, 558]
mart-heading: THE MART. — [757, 805, 816, 816]
lane-name: J. LANE & CO., — [869, 326, 929, 336]
book-listing: 2. Idleness; or, the Double Lesson, and other Tales. From the French; by Mrs Sadlier; 18mo, cloth 38c. — [1385, 834, 1754, 844]
approvers-list — [944, 898, 1371, 951]
divider — [344, 1392, 630, 1393]
divider — [644, 799, 929, 801]
book-listing: THE MARTYRS; A Tale of the Last Persecution of the Christians at Rome. By Viscount de Chateaubriand. 12mo, 450 pages, cloth, $1,25; gilt, $1,75. — [1385, 598, 1797, 620]
price-row — [944, 1265, 1371, 1279]
book-listing: 3. The Vendetta, and other Tales. From the French. By Mrs J Sadlier; 18mo, cloth, 38 cts gilt edges, 50 cts; fancy paper, 21 cts. — [1385, 848, 1797, 870]
richelieu-signature-title: General Manager. — [565, 932, 630, 942]
lewellyn-address: 131 GREAT ST. JAMES STREET, — [722, 1156, 851, 1166]
richelieu-signature: J. B. LAMERE, — [572, 917, 630, 928]
meilleur-date: April 19, 1866. — [654, 251, 709, 261]
mart-body: THE important Sale of DRY GOODS at the Establishment has commenced. It will be continued for three or four weeks. Decided inducements will be given to the public, and a large rush of customers must be expected at 31 St. Lawrence Main street. — [644, 820, 929, 865]
insolvent-label: Insolvents. — [591, 1024, 630, 1034]
book-listing: The Cheap Edition of this is the best edition of the Epistles and Gospels for Schools published. — [1385, 358, 1727, 368]
just-completed: JUST COMPLETED, — [1117, 744, 1198, 754]
steamboat-icon — [426, 226, 548, 278]
premium-prices-heading: PREMIUM EDITION, — [1116, 1225, 1199, 1235]
richelieu-body-2: The Steamer QUEBEC, Capt. J. B. Labelle, will leave Richelieu Pier, opposite Jacques Cartier Square, for Quebec, every Monday, Wednesday, and Friday, at SEVEN P.M. precisely, calling, going and returning at Sorel, Three Rivers and Batiscan. Passengers wishing to take their passage on board the Ocean Steamers at Quebec can depend on being in time in taking their passage by this boat, as there will be a tender to take them to the steamers without extra charge. — [344, 411, 630, 492]
sadlier-signature: D. & J. SADLIER & CO., — [1703, 1302, 1797, 1312]
published-under: PUBLISHED UNDER THE APPROBATION — [1074, 871, 1241, 881]
book-listing: Catholic Youth's Library. — [1385, 806, 1475, 816]
row-description: Night do do do do — [645, 1390, 711, 1400]
premium-desc: These splendid engravings, the execution of which has cost the publisher considerable sums, are of far greater value than the small extra charge made to subscribers. Each of them is 22 inches wide and 28 inches high, very well suited for framing. The first one represents the Holy Virgin as well as the Son of God are in full figure elegantly colored upon a black ground which gives it a pleasing effect. Notwithstanding we only demand an additional payment of 25 cts. for each picture, for the purpose of paying importation-expenses. — [944, 1110, 1371, 1167]
shannon-note: Country Merchants and Farmers would do well to give them a call as they will Trade with them on Liberal Terms. — [344, 1351, 630, 1373]
row-value: 10,50 — [1349, 1254, 1369, 1264]
coughs-heading: COUGHS AND COLDS. — [128, 259, 224, 269]
book-listing: The Cottage and Parlor Library. — [1385, 688, 1500, 699]
shannon-date: May 19, 1865. — [355, 1377, 407, 1387]
book-listing: 4. Father Sheehy. A Tale of Tipperary Ninety Years Ago. By Mrs J Sadlier; 18mo, cloth, 38 cts; gilt, 50 cts; paper, 21 cts. — [1385, 873, 1797, 895]
meilleur-name: MEILLEUR & CO'S., — [732, 204, 842, 217]
divider — [344, 191, 630, 192]
divider — [944, 363, 1371, 364]
price-row — [944, 1252, 1371, 1265]
cheap-edition: II. CHEAP EDITION, 20 cents per number. — [954, 1171, 1112, 1181]
book-listing: Old and New; or, Taste versus Fashion. An Original Story. By Mrs J Sadlier; with a Portrait. 16mo, cloth, 1,00; gilt edges, 1,30. — [1385, 781, 1797, 803]
life-heading: LIFE, GROWTH AND BEAUTY. — [404, 1397, 569, 1410]
callahan-general: GENERAL — [154, 1137, 199, 1148]
coughs-body: Sudden changes of climate are sources of Pulmonary, Bronchial, and Asthmatic affections. Experience having proved that simple remedies often act speedily and certainly when taken in the early stages of the disease, recourse should be at once had to 'Brown's Bronchial Troches,' or Lozenges. Few are aware of the importance of checking a cough, or 'common cold,' in its first stage. That which in the beginning would yield to a mild remedy, if neglected, soon attacks the Lungs. 'Brown's Bronchial Troches,' or Cough Lozenges, allay irritation which induces coughing, having a direct influence on the affected parts. As there are imitations, be sure to obtain the genuine. Sold by all dealers in Medicine at 25 cents a box. — [23, 273, 330, 377]
